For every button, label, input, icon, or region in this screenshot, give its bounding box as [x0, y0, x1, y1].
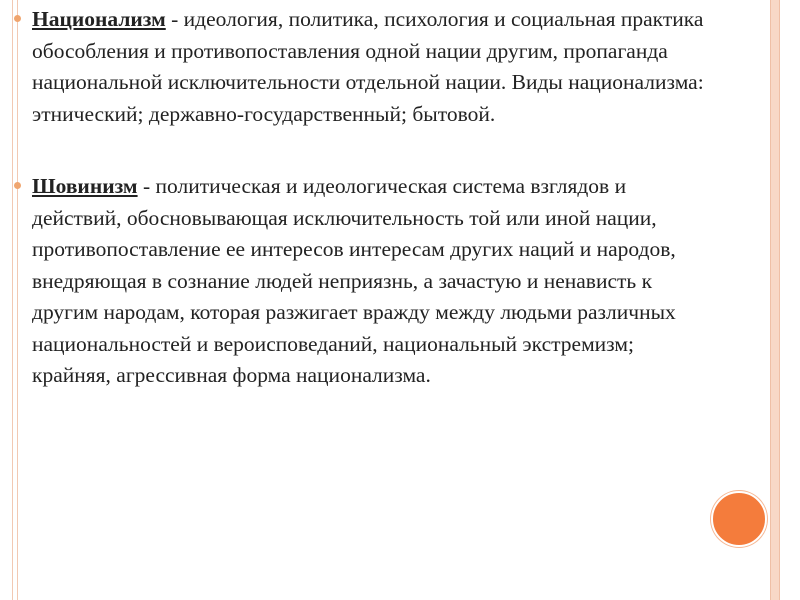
- frame-line-left-outer: [12, 0, 13, 600]
- paragraph-chauvinism: [14, 171, 714, 392]
- term-chauvinism: Шовинизм: [32, 174, 138, 198]
- definition-chauvinism: - политическая и идеологическая система взглядов и действий, обосновывающая исключительность той или иной нации, противопоставление ее интересов интересам других наций и народов, внедряющая в сознание людей неприязнь, а зачастую и ненависть к другим народам, которая разжигает вражду между людьми различных национальностей и вероисповеданий, национальный экстремизм; крайняя, агрессивная форма национализма.: [32, 174, 676, 387]
- paragraph-nationalism: [14, 4, 714, 130]
- frame-band-right: [770, 0, 780, 600]
- bullet-icon: [14, 15, 21, 22]
- slide-content: [14, 4, 714, 392]
- accent-circle: [711, 491, 767, 547]
- bullet-icon: [14, 182, 21, 189]
- term-nationalism: Национализм: [32, 7, 166, 31]
- definition-nationalism: - идеология, политика, психология и социальная практика обособления и противопоставления одной нации другим, пропаганда национальной исключительности отдельной нации. Виды национализма: этнический; державно-государственный; бытовой.: [32, 7, 704, 126]
